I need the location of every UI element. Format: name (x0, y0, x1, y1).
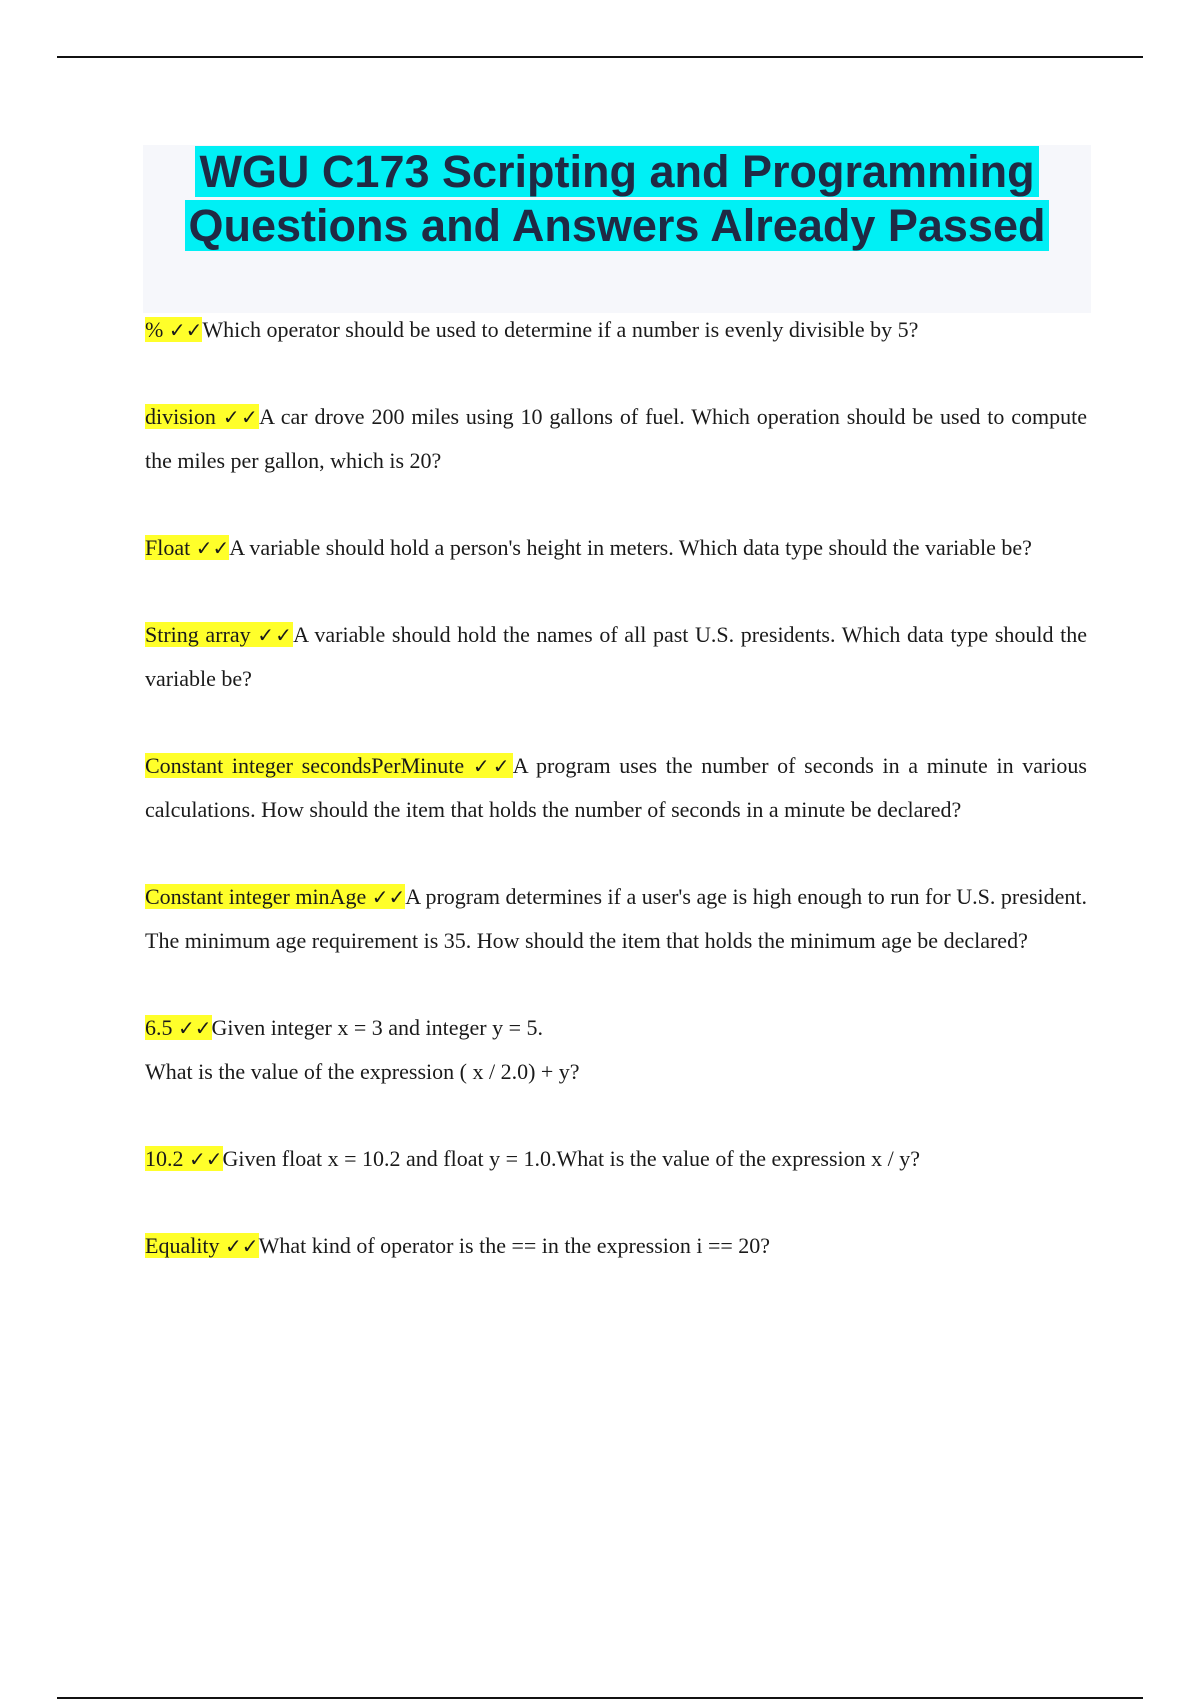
double-checkmark-icon: ✓✓ (189, 1147, 223, 1171)
title-line-2: Questions and Answers Already Passed (185, 200, 1050, 251)
answer-highlight (145, 1233, 259, 1258)
answer-text: % (145, 317, 164, 342)
document-title (143, 145, 1091, 253)
double-checkmark-icon: ✓✓ (178, 1016, 212, 1040)
question-text-line-2: What is the value of the expression ( x / 2.0) + y? (145, 1059, 580, 1084)
title-panel (143, 145, 1091, 313)
answer-highlight (145, 317, 202, 342)
qa-item (145, 875, 1087, 963)
answer-text: 10.2 (145, 1146, 184, 1171)
answer-highlight (145, 884, 405, 909)
question-text: Which operator should be used to determine if a number is evenly divisible by 5? (202, 317, 919, 342)
question-text: Given float x = 10.2 and float y = 1.0.What is the value of the expression x / y? (222, 1146, 920, 1171)
answer-text: Float (145, 535, 191, 560)
answer-text: Constant integer secondsPerMinute (145, 753, 465, 778)
answer-highlight (145, 535, 229, 560)
question-text: Given integer x = 3 and integer y = 5. (211, 1015, 544, 1040)
qa-list (145, 308, 1087, 1311)
question-text: A variable should hold the names of all past U.S. presidents. Which data type should the variable be? (145, 622, 1088, 691)
question-text: A program uses the number of seconds in a minute in various calculations. How should the item that holds the number of seconds in a minute be declared? (145, 753, 1087, 822)
answer-highlight (145, 1146, 223, 1171)
answer-highlight (145, 404, 259, 429)
double-checkmark-icon: ✓✓ (472, 754, 513, 778)
double-checkmark-icon: ✓✓ (371, 885, 406, 909)
question-text: A variable should hold a person's height in meters. Which data type should the variable be? (229, 535, 1032, 560)
double-checkmark-icon: ✓✓ (222, 405, 260, 429)
qa-item (145, 1137, 1087, 1181)
answer-text: Constant integer minAge (145, 884, 367, 909)
qa-item (145, 526, 1087, 570)
question-text: A car drove 200 miles using 10 gallons of fuel. Which operation should be used to compute the miles per gallon, which is 20? (145, 404, 1088, 473)
answer-text: 6.5 (145, 1015, 173, 1040)
answer-text: division (145, 404, 216, 429)
qa-item (145, 613, 1087, 701)
qa-item (145, 395, 1087, 483)
double-checkmark-icon: ✓✓ (257, 623, 294, 647)
double-checkmark-icon: ✓✓ (195, 536, 230, 560)
qa-item (145, 1224, 1087, 1268)
top-rule (57, 56, 1143, 58)
qa-item (145, 744, 1087, 832)
answer-highlight (145, 753, 513, 778)
question-text: What kind of operator is the == in the expression i == 20? (258, 1233, 771, 1258)
answer-highlight (145, 1015, 212, 1040)
answer-text: String array (145, 622, 251, 647)
qa-item (145, 308, 1087, 352)
answer-highlight (145, 622, 293, 647)
title-line-1: WGU C173 Scripting and Programming (195, 146, 1038, 197)
answer-text: Equality (145, 1233, 220, 1258)
question-text: A program determines if a user's age is high enough to run for U.S. president. The minimum age requirement is 35. How should the item that holds the minimum age be declared? (145, 884, 1088, 953)
double-checkmark-icon: ✓✓ (168, 318, 203, 342)
double-checkmark-icon: ✓✓ (225, 1234, 259, 1258)
qa-item (145, 1006, 1087, 1094)
bottom-rule (57, 1697, 1143, 1699)
